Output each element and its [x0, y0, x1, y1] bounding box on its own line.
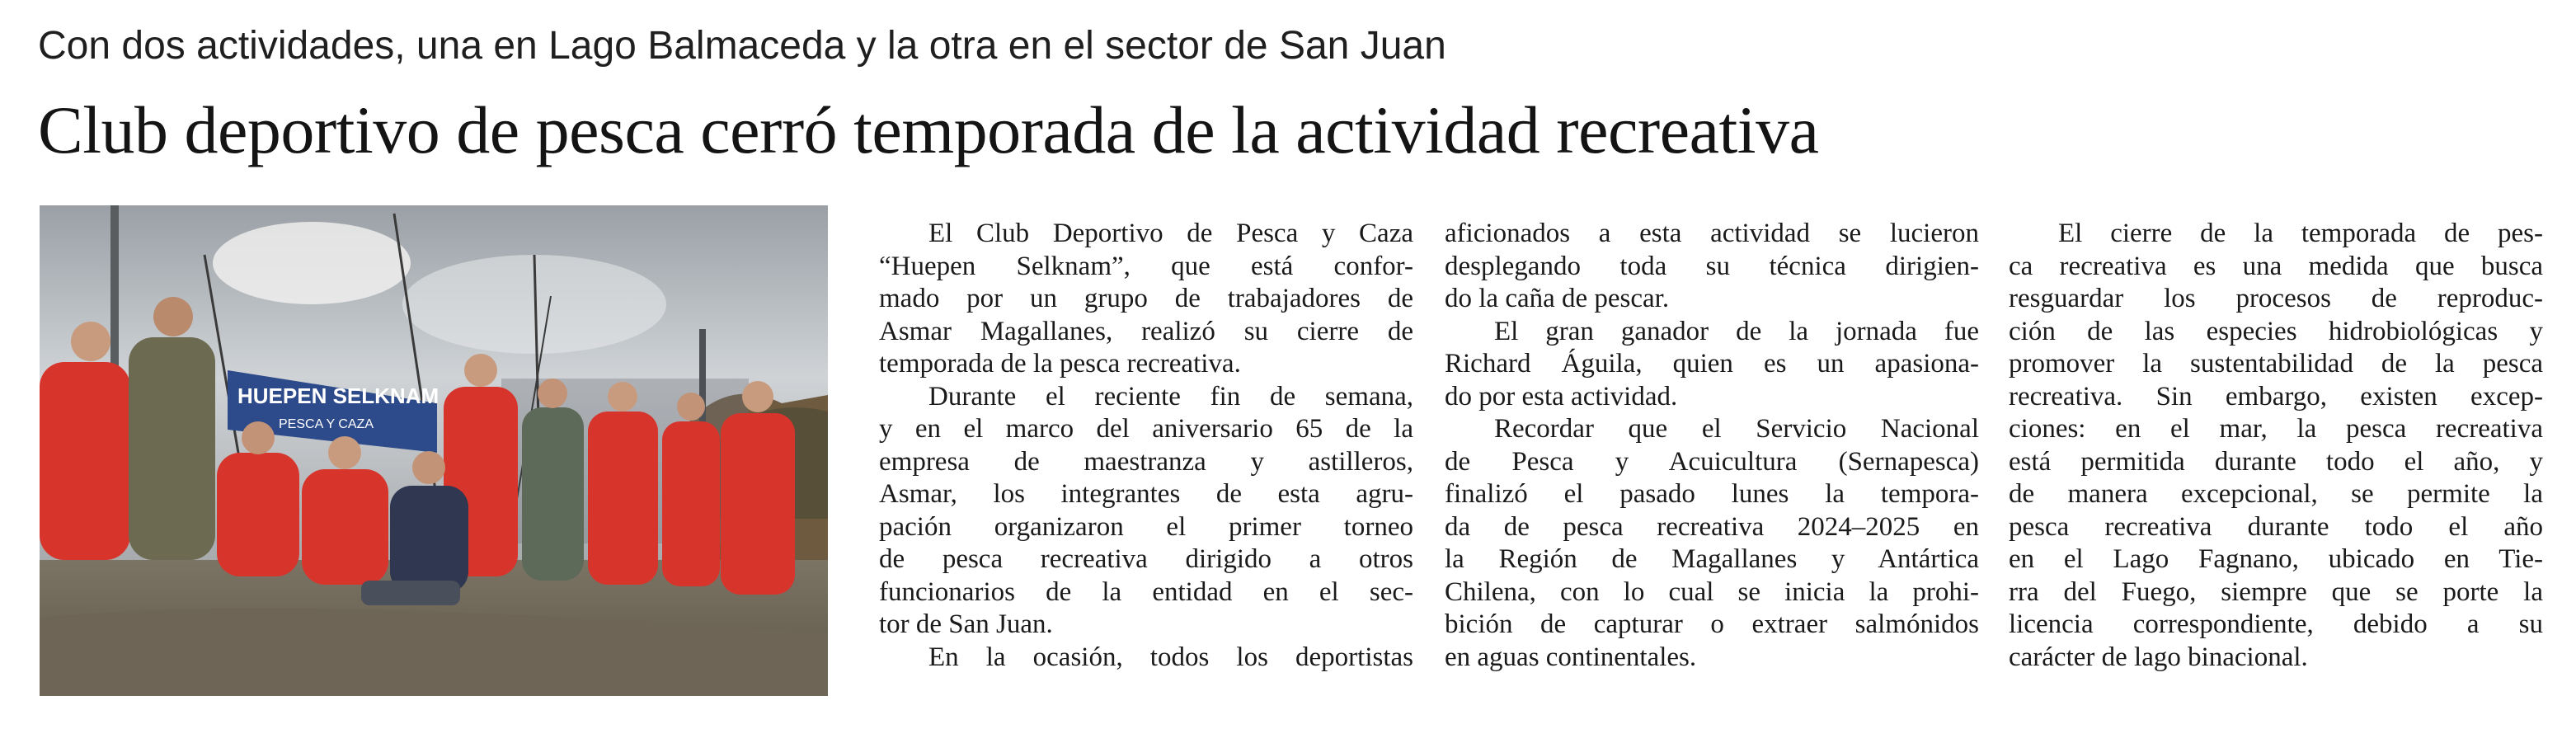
- text-line: rra del Fuego, siempre que se porte la: [2009, 576, 2543, 607]
- text-line: resguardar los procesos de reproduc-: [2009, 284, 2543, 313]
- text-line: Richard Águila, quien es un apasiona-: [1445, 349, 1979, 379]
- text-line: promover la sustentabilidad de la pesca: [2009, 349, 2543, 379]
- text-line: desplegando toda su técnica dirigien-: [1445, 251, 1979, 281]
- text-line: temporada de la pesca recreativa.: [879, 349, 1241, 379]
- text-line: licencia correspondiente, debido a su: [2009, 609, 2543, 639]
- article-headline: Club deportivo de pesca cerró temporada de la actividad recreativa: [38, 92, 1819, 167]
- text-line: do la caña de pescar.: [1445, 284, 1670, 313]
- text-line: en el Lago Fagnano, ubicado en Tie-: [2009, 544, 2543, 574]
- article-kicker: Con dos actividades, una en Lago Balmaceda y la otra en el sector de San Juan: [38, 24, 1446, 68]
- article-photo: [40, 205, 828, 696]
- article-column-3: [2009, 218, 2543, 674]
- banner-subtitle: PESCA Y CAZA: [279, 417, 374, 431]
- text-line: de Pesca y Acuicultura (Sernapesca): [1445, 446, 1979, 477]
- text-line: “Huepen Selknam”, que está confor-: [879, 251, 1413, 281]
- text-line: mado por un grupo de trabajadores de: [879, 284, 1413, 313]
- article-column-1: [879, 218, 1413, 674]
- text-line: carácter de lago binacional.: [2009, 642, 2308, 672]
- text-line: recreativa. Sin embargo, existen excep-: [2009, 381, 2543, 412]
- text-line: la Región de Magallanes y Antártica: [1445, 544, 1979, 574]
- text-line: da de pesca recreativa 2024–2025 en: [1445, 511, 1979, 542]
- text-line: tor de San Juan.: [879, 609, 1053, 639]
- text-line: en aguas continentales.: [1445, 642, 1697, 672]
- text-line: ciones: en el mar, la pesca recreativa: [2009, 414, 2543, 444]
- text-line: de manera excepcional, se permite la: [2009, 479, 2543, 509]
- text-line: Chilena, con lo cual se inicia la prohi-: [1445, 576, 1979, 607]
- text-line: aficionados a esta actividad se lucieron: [1445, 219, 1979, 248]
- text-line: empresa de maestranza y astilleros,: [879, 446, 1413, 477]
- text-line: funcionarios de la entidad en el sec-: [879, 576, 1413, 607]
- text-line: El Club Deportivo de Pesca y Caza: [928, 219, 1413, 248]
- article-column-2: [1445, 218, 1979, 674]
- text-line: y en el marco del aniversario 65 de la: [879, 414, 1413, 444]
- text-line: Asmar Magallanes, realizó su cierre de: [879, 316, 1413, 346]
- banner-title: HUEPEN SELKNAM: [237, 383, 440, 408]
- text-line: finalizó el pasado lunes la tempora-: [1445, 479, 1979, 509]
- text-line: Durante el reciente fin de semana,: [928, 381, 1413, 412]
- text-line: bición de capturar o extraer salmónidos: [1445, 609, 1979, 639]
- text-line: El gran ganador de la jornada fue: [1494, 316, 1979, 346]
- text-line: Recordar que el Servicio Nacional: [1494, 414, 1979, 444]
- text-line: ción de las especies hidrobiológicas y: [2009, 316, 2543, 346]
- text-line: En la ocasión, todos los deportistas: [928, 642, 1413, 672]
- text-line: Asmar, los integrantes de esta agru-: [879, 479, 1413, 509]
- text-line: pesca recreativa durante todo el año: [2009, 511, 2543, 542]
- text-line: está permitida durante todo el año, y: [2009, 446, 2543, 477]
- text-line: El cierre de la temporada de pes-: [2058, 219, 2543, 248]
- text-line: pación organizaron el primer torneo: [879, 511, 1413, 542]
- text-line: do por esta actividad.: [1445, 381, 1678, 412]
- text-line: ca recreativa es una medida que busca: [2009, 251, 2543, 281]
- text-line: de pesca recreativa dirigido a otros: [879, 544, 1413, 574]
